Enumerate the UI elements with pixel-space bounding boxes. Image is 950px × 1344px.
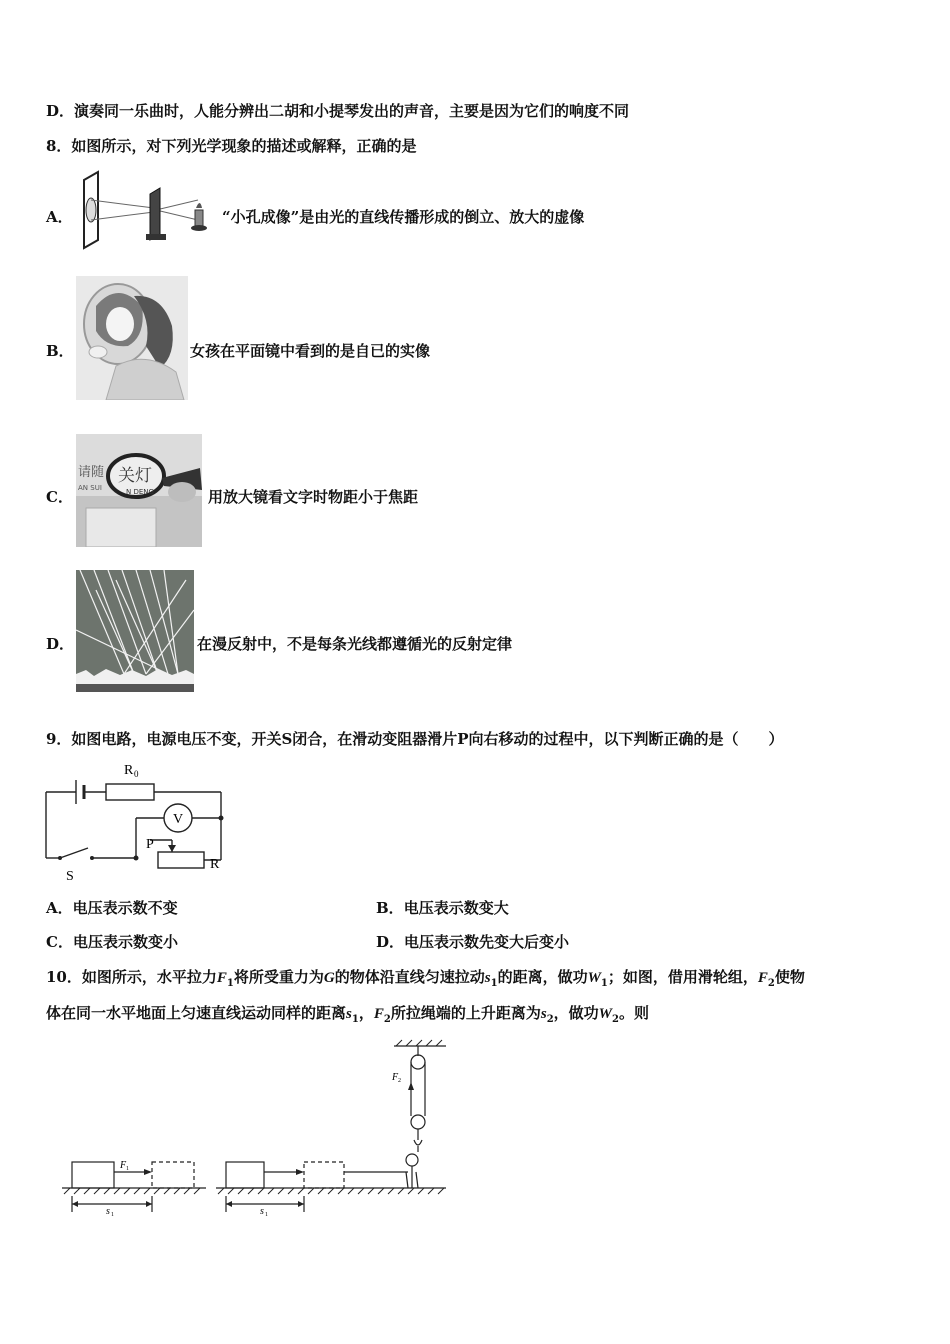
q9-option-b: B．电压表示数变大 [376, 899, 509, 917]
diffuse-reflection-image [76, 570, 194, 692]
pinhole-camera-image [76, 170, 216, 250]
q8-d-label: D． [46, 635, 75, 653]
mirror-girl-image [76, 276, 188, 400]
q10-stem-line1: 10．如图所示，水平拉力$F_1$将所受重力为G的物体沿直线匀速拉动$s_1$的距离，做功$W_1$；如图，借用滑轮组，$F_2$使物 [46, 968, 805, 989]
pulley-diagram [56, 1036, 450, 1218]
magnifier-lens-text: 关灯 [118, 466, 152, 486]
q9-option-d: D．电压表示数先变大后变小 [376, 933, 570, 951]
q10-stem-line2: 体在同一水平地面上匀速直线运动同样的距离$s_1$，$F_2$所拉绳端的上升距离为$s_2$，做功$W_2$。则 [46, 1004, 649, 1025]
fig-s1-right-sub: 1 [265, 1212, 268, 1218]
fig-s1-left-label: s [106, 1206, 110, 1217]
q9-option-a: A．电压表示数不变 [46, 899, 178, 917]
fig-s1-right-label: s [260, 1206, 264, 1217]
q9-option-c: C．电压表示数变小 [46, 933, 178, 951]
magnifier-bg-small: AN SUI [78, 484, 102, 492]
q7-option-d: D．演奏同一乐曲时，人能分辨出二胡和小提琴发出的声音，主要是因为它们的响度不同 [46, 102, 630, 120]
switch-s-label: S [66, 869, 74, 884]
q8-d-text: 在漫反射中，不是每条光线都遵循光的反射定律 [197, 635, 513, 653]
r0-label: R [124, 763, 134, 778]
q8-a-text: “小孔成像”是由光的直线传播形成的倒立、放大的虚像 [222, 208, 585, 226]
fig-s1-left-sub: 1 [111, 1212, 114, 1218]
magnifier-lens-small: N DENG [126, 488, 154, 496]
circuit-diagram [40, 756, 240, 886]
q8-stem: 8．如图所示，对下列光学现象的描述或解释，正确的是 [46, 137, 417, 155]
voltmeter-label: V [173, 812, 184, 827]
magnifier-image [76, 434, 202, 547]
q8-c-text: 用放大镜看文字时物距小于焦距 [208, 488, 419, 506]
fig-f2-label: F [392, 1072, 399, 1083]
q9-stem: 9．如图电路，电源电压不变，开关S闭合，在滑动变阻器滑片P向右移动的过程中，以下判断正确的是（ ） [46, 730, 784, 748]
slider-p-label: P [146, 837, 154, 852]
rheostat-r-label: R [210, 857, 220, 872]
r0-sub: 0 [134, 769, 139, 779]
q8-c-label: C． [46, 488, 73, 506]
q8-b-text: 女孩在平面镜中看到的是自已的实像 [190, 342, 431, 360]
fig-f2-sub: 2 [398, 1078, 401, 1084]
fig-f1-sub: 1 [126, 1166, 129, 1172]
fig-f1-label: F [120, 1160, 127, 1171]
q8-a-label: A． [46, 208, 73, 226]
q8-b-label: B． [46, 342, 74, 360]
magnifier-bg-text: 请随 [78, 465, 105, 480]
